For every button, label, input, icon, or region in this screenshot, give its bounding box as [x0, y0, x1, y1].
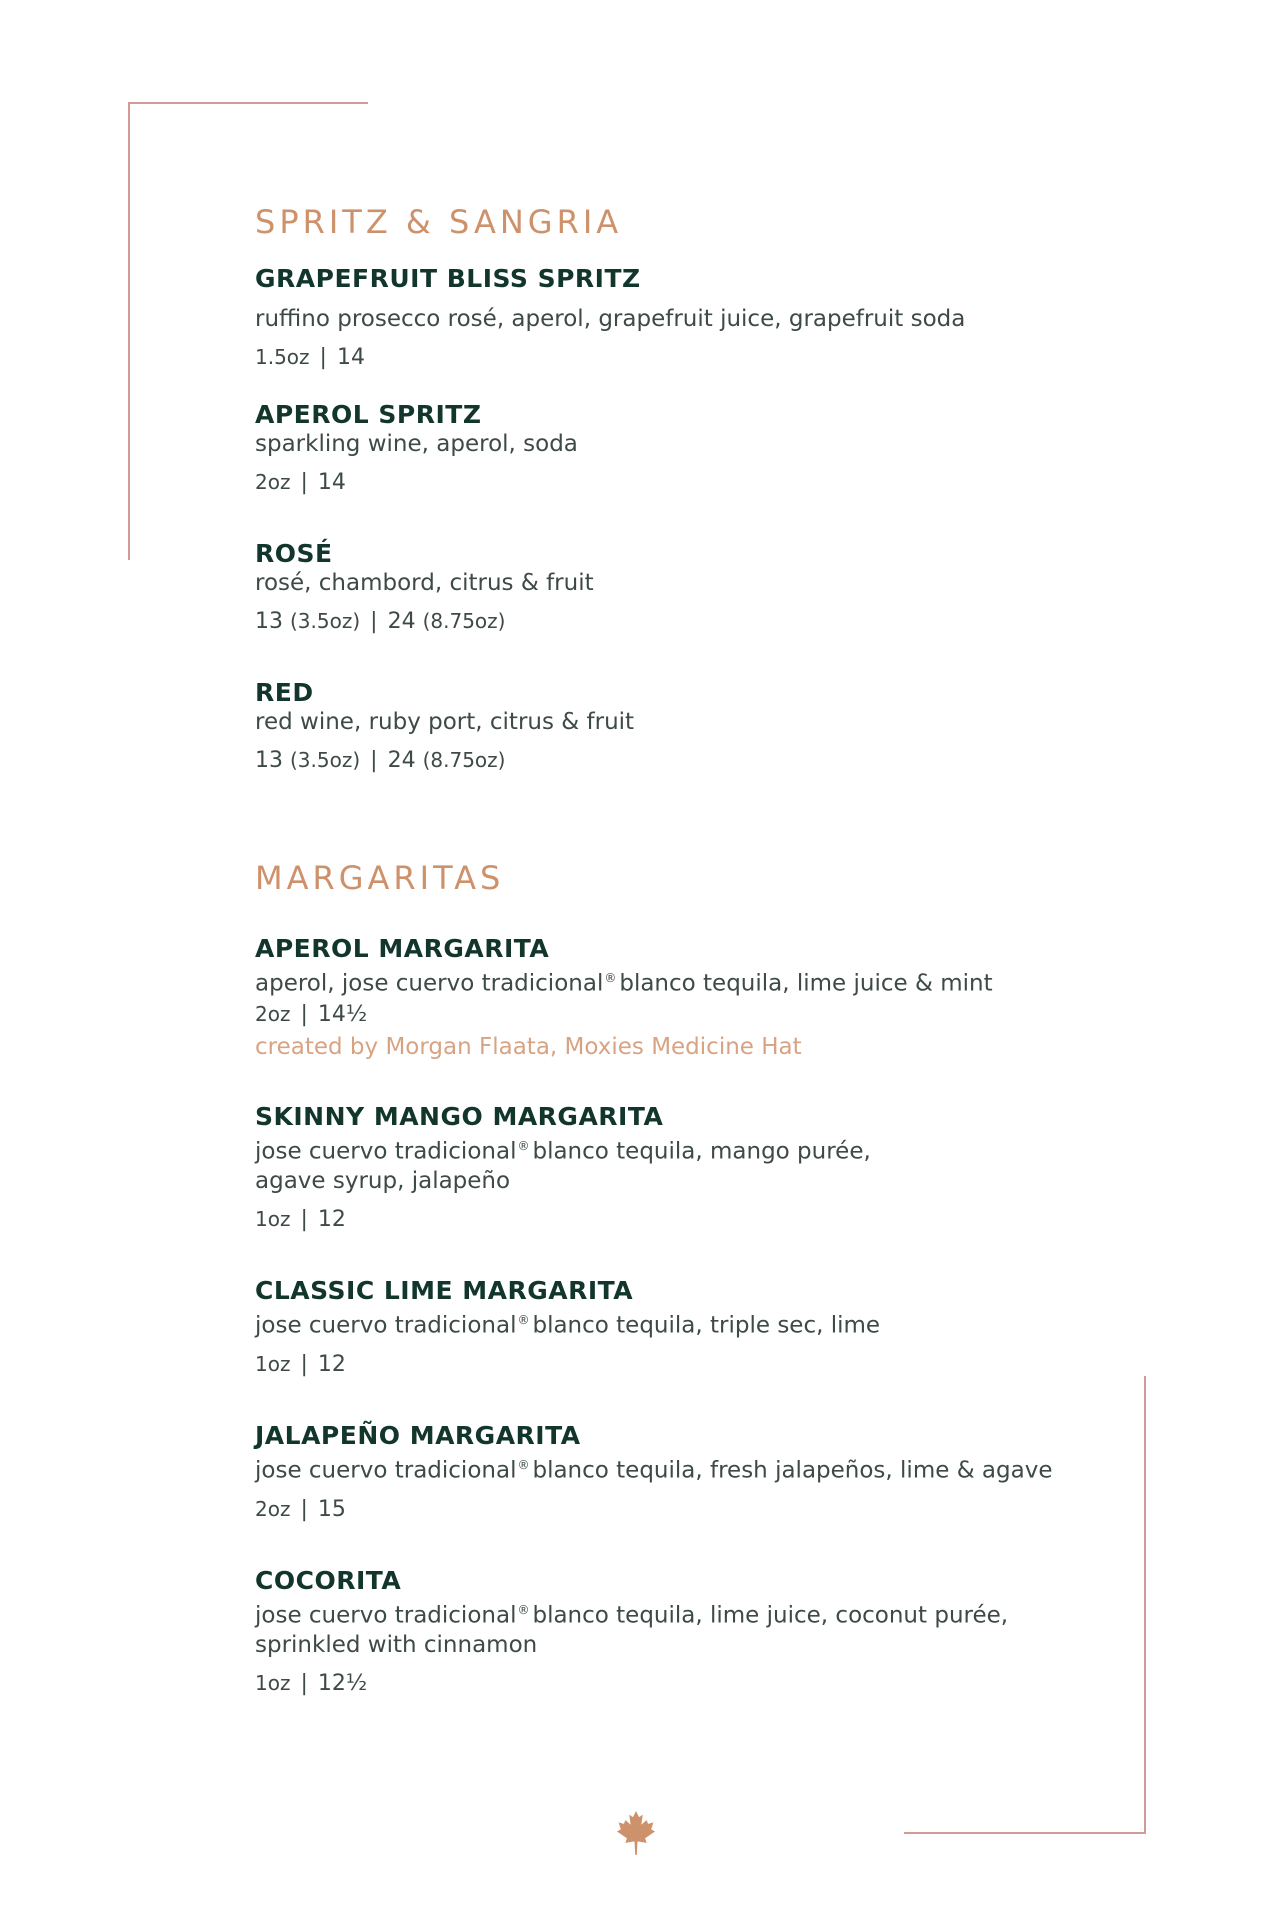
item-size: 1.5oz [255, 345, 310, 369]
item-description [255, 1596, 1115, 1631]
item-price-value: 15 [317, 1496, 346, 1522]
price-separator: | [300, 1496, 308, 1522]
desc-part: blanco tequila, mango purée, [532, 1138, 871, 1165]
price-separator: | [300, 1001, 308, 1027]
price-separator: | [370, 748, 378, 773]
frame-bottom-right-horizontal [904, 1832, 1146, 1834]
item-price [255, 1494, 1115, 1525]
desc-part: jose cuervo tradicional [255, 1602, 517, 1629]
item-size: 2oz [255, 470, 291, 494]
price-separator: | [300, 1351, 308, 1377]
desc-part: jose cuervo tradicional [255, 1138, 517, 1165]
price-separator: | [300, 470, 308, 495]
desc-part: aperol, jose cuervo tradicional [255, 970, 604, 997]
item-description: rosé, chambord, citrus & fruit [255, 570, 594, 596]
item-size: 2oz [255, 1496, 291, 1521]
desc-part: blanco tequila, lime juice, coconut purée, [532, 1602, 1009, 1629]
frame-top-left-horizontal [128, 102, 368, 104]
item-name: ROSÉ [255, 539, 333, 568]
item-name: CLASSIC LIME MARGARITA [255, 1276, 634, 1305]
item-size-carafe: (8.75oz) [422, 748, 506, 772]
item-description-line2: sprinkled with cinnamon [255, 1631, 538, 1658]
item-size: 2oz [255, 1001, 291, 1026]
item-size-glass: (3.5oz) [290, 748, 361, 772]
item-price [255, 1668, 1115, 1699]
menu-item-skinny-mango-margarita [255, 1102, 1115, 1235]
item-price [255, 999, 1115, 1030]
price-separator: | [300, 1206, 308, 1232]
desc-part: blanco tequila, triple sec, lime [532, 1312, 881, 1339]
item-name: JALAPEÑO MARGARITA [255, 1421, 581, 1450]
registered-mark: ® [517, 1139, 530, 1153]
item-description: ruffino prosecco rosé, aperol, grapefruit juice, grapefruit soda [255, 306, 966, 332]
registered-mark: ® [517, 1603, 530, 1617]
menu-item-grapefruit-bliss-spritz [255, 264, 1115, 373]
item-description [255, 1451, 1115, 1486]
menu-item-red-sangria [255, 678, 1115, 776]
item-size-glass: (3.5oz) [290, 609, 361, 633]
item-name: GRAPEFRUIT BLISS SPRITZ [255, 264, 641, 293]
item-description [255, 964, 1115, 999]
menu-item-rose-sangria [255, 539, 1115, 637]
desc-part: jose cuervo tradicional [255, 1312, 517, 1339]
item-name: SKINNY MANGO MARGARITA [255, 1102, 664, 1131]
item-price [255, 467, 1115, 498]
item-price-carafe: 24 [387, 609, 416, 634]
item-description: sparkling wine, aperol, soda [255, 431, 578, 457]
item-description: red wine, ruby port, citrus & fruit [255, 709, 635, 735]
item-price-glass: 13 [255, 748, 283, 773]
item-price [255, 1204, 1115, 1235]
item-description-line2: agave syrup, jalapeño [255, 1167, 511, 1194]
item-price-value: 12 [317, 1206, 346, 1232]
section-title-spritz-sangria: SPRITZ & SANGRIA [255, 203, 623, 241]
item-price [255, 745, 1115, 776]
desc-part: blanco tequila, fresh jalapeños, lime & agave [532, 1457, 1053, 1484]
registered-mark: ® [517, 1458, 530, 1472]
item-credit: created by Morgan Flaata, Moxies Medicine Hat [255, 1033, 802, 1060]
menu-item-aperol-spritz [255, 400, 1115, 498]
item-price [255, 606, 1115, 637]
item-size: 1oz [255, 1206, 291, 1231]
frame-top-left-vertical [128, 102, 130, 560]
item-price [255, 342, 1115, 373]
price-separator: | [300, 1670, 308, 1696]
item-price [255, 1349, 1115, 1380]
item-price-value: 12 [317, 1351, 346, 1377]
item-name: APEROL MARGARITA [255, 934, 550, 963]
item-name: RED [255, 678, 314, 707]
section-title-margaritas: MARGARITAS [255, 859, 505, 897]
registered-mark: ® [604, 971, 617, 985]
menu-item-aperol-margarita [255, 934, 1115, 1062]
item-price-value: 14 [336, 345, 365, 370]
menu-item-cocorita [255, 1566, 1115, 1699]
item-size: 1oz [255, 1670, 291, 1695]
item-price-value: 14½ [317, 1001, 368, 1027]
item-description [255, 1132, 1115, 1167]
item-size: 1oz [255, 1351, 291, 1376]
frame-bottom-right-vertical [1144, 1376, 1146, 1834]
item-price-value: 14 [317, 470, 346, 495]
registered-mark: ® [517, 1313, 530, 1327]
menu-item-jalapeno-margarita [255, 1421, 1115, 1525]
item-size-carafe: (8.75oz) [422, 609, 506, 633]
price-separator: | [319, 345, 327, 370]
desc-part: jose cuervo tradicional [255, 1457, 517, 1484]
item-price-value: 12½ [317, 1670, 368, 1696]
desc-part: blanco tequila, lime juice & mint [619, 970, 993, 997]
item-name: APEROL SPRITZ [255, 400, 482, 429]
item-description [255, 1306, 1115, 1341]
maple-leaf-icon [617, 1811, 655, 1855]
menu-item-classic-lime-margarita [255, 1276, 1115, 1380]
item-price-carafe: 24 [387, 748, 416, 773]
price-separator: | [370, 609, 378, 634]
item-price-glass: 13 [255, 609, 283, 634]
item-name: COCORITA [255, 1566, 402, 1595]
